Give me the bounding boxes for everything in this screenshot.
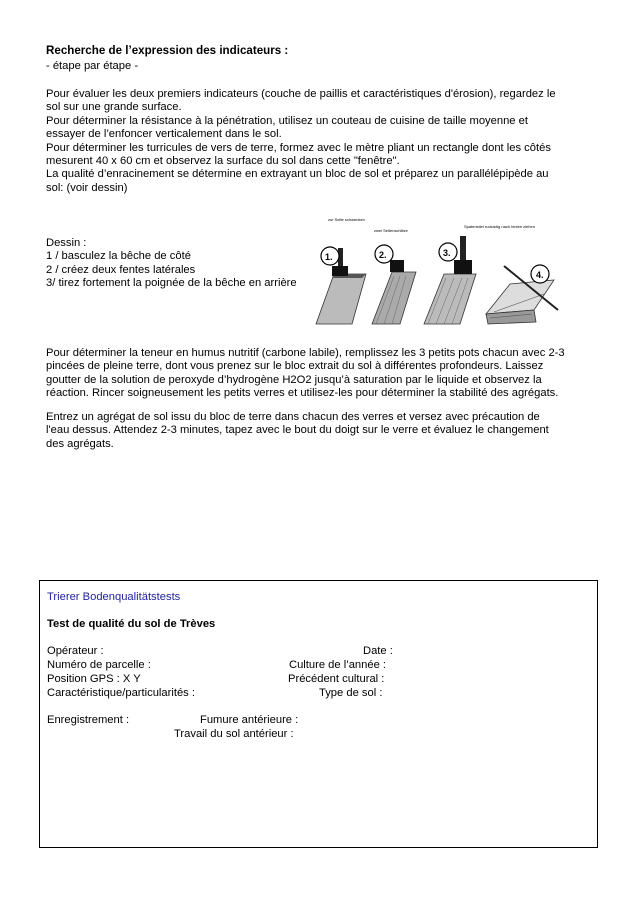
step-number-4: 4. (536, 270, 544, 280)
drawing-heading: Dessin : (46, 237, 87, 249)
form-title: Test de qualité du sol de Trèves (47, 618, 216, 630)
aggregate-paragraph (46, 411, 602, 451)
page-title: Recherche de l’expression des indicateurs : (46, 44, 289, 57)
type-sol-label: Type de sol : (319, 687, 383, 699)
intro-paragraph (46, 88, 602, 195)
operateur-label: Opérateur : (47, 645, 104, 657)
test-form-box (39, 580, 598, 848)
gps-label: Position GPS : X Y (47, 673, 141, 685)
text-line: essayer de l’enfoncer verticalement dans le sol. (46, 128, 282, 141)
spade-illustration (314, 214, 560, 326)
step-number-3: 3. (443, 248, 451, 258)
caracteristique-label: Caractéristique/particularités : (47, 687, 195, 699)
text-line: des agrégats. (46, 437, 114, 450)
culture-label: Culture de l’année : (289, 659, 387, 671)
text-line: sol sur une grande surface. (46, 101, 182, 114)
text-line: sol: (voir dessin) (46, 181, 128, 194)
text-line: Pour déterminer la teneur en humus nutritif (carbone labile), remplissez les 3 petits pots chacun avec 2-3 (46, 347, 565, 359)
page-subtitle: - étape par étape - (46, 60, 139, 72)
parcelle-label: Numéro de parcelle : (47, 659, 151, 671)
text-line: Pour déterminer les turricules de vers de terre, formez avec le mètre pliant un rectangle dont les côtés (46, 141, 551, 154)
text-line: Entrez un agrégat de sol issu du bloc de terre dans chacun des verres et versez avec précaution de (46, 411, 540, 423)
enregistrement-label: Enregistrement : (47, 714, 130, 726)
form-organisation: Trierer Bodenqualitätstests (47, 591, 181, 603)
text-line: goutter de la solution de peroxyde d’hydrogène H2O2 jusqu’à saturation par le liquide et observez la (46, 373, 542, 386)
drawing-steps (46, 237, 297, 291)
caption-3: Spatenstiel ruckartig nach hinten ziehen (464, 224, 535, 229)
text-line: La qualité d’enracinement se détermine en extrayant un bloc de sol et préparez un parallélépipède au (46, 168, 549, 181)
caption-2: zwei Seitenschlitze (374, 228, 408, 233)
date-label: Date : (363, 645, 393, 657)
text-line: mesurent 40 x 60 cm et observez la surface du sol dans cette "fenêtre". (46, 155, 400, 168)
fumure-label: Fumure antérieure : (200, 714, 299, 726)
precedent-label: Précédent cultural : (288, 673, 385, 685)
humus-paragraph (46, 347, 602, 401)
caption-1: zur Seite schwenken (328, 217, 365, 222)
text-line: Pour évaluer les deux premiers indicateurs (couche de paillis et caractéristiques d'érosion), regardez le (46, 88, 556, 100)
step-number-2: 2. (379, 250, 387, 260)
text-line: l'eau dessus. Attendez 2-3 minutes, tapez avec le bout du doigt sur le verre et évaluez le changement (46, 424, 549, 437)
text-line: réaction. Rincer soigneusement les petits verres et utilisez-les pour déterminer la stabilité des agrégats. (46, 387, 559, 400)
text-line: pincées de pleine terre, dont vous prenez sur le bloc extrait du sol à différentes profondeurs. Laissez (46, 360, 544, 373)
drawing-step-1: 1 / basculez la bêche de côté (46, 250, 191, 263)
travail-label: Travail du sol antérieur : (174, 728, 294, 740)
step-number-1: 1. (325, 252, 333, 262)
drawing-step-2: 2 / créez deux fentes latérales (46, 263, 196, 276)
text-line: Pour déterminer la résistance à la pénétration, utilisez un couteau de cuisine de taille moyenne et (46, 114, 528, 127)
drawing-step-3: 3/ tirez fortement la poignée de la bêche en arrière (46, 277, 297, 290)
